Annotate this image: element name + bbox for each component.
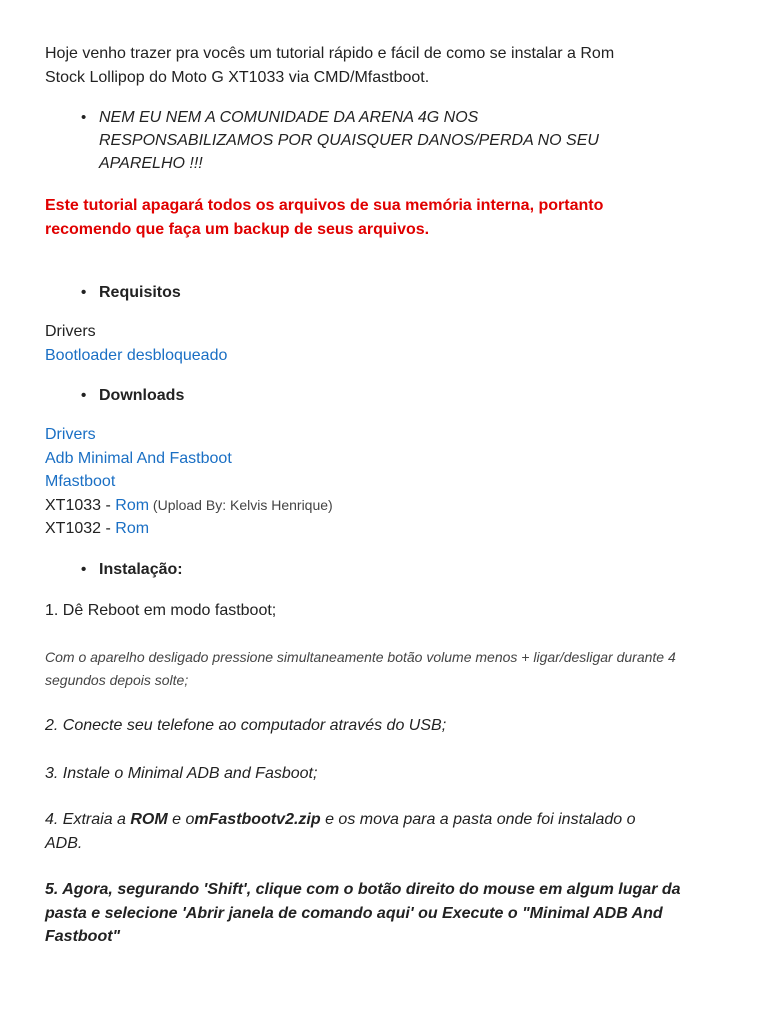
note-line-1: Com o aparelho desligado pressione simultaneamente botão volume menos + ligar/desligar durante 4 — [45, 649, 676, 665]
mfastboot-link[interactable]: Mfastboot — [45, 473, 116, 490]
step-4-text-c: e os mova para a pasta onde foi instalado o — [320, 811, 636, 828]
step-4 — [45, 808, 725, 855]
downloads-heading-list — [45, 384, 184, 407]
bullet-icon: • — [81, 387, 87, 404]
step-2: 2. Conecte seu telefone ao computador através do USB; — [45, 717, 447, 734]
downloads-heading: Downloads — [99, 387, 185, 404]
instalacao-heading-list — [45, 558, 183, 581]
adb-minimal-link[interactable]: Adb Minimal And Fastboot — [45, 449, 232, 467]
note-line-2: segundos depois solte; — [45, 672, 189, 688]
step-5 — [45, 878, 725, 949]
step-4-text-b: e o — [167, 811, 195, 828]
step-1-note — [45, 646, 725, 692]
downloads-heading-item — [81, 384, 185, 407]
step-4-rom: ROM — [130, 811, 168, 828]
bootloader-link[interactable]: Bootloader desbloqueado — [45, 346, 228, 364]
step-4-zip: mFastbootv2.zip — [194, 811, 321, 828]
bullet-icon: • — [81, 109, 87, 126]
warning-line-1: NEM EU NEM A COMUNIDADE DA ARENA 4G NOS — [99, 109, 479, 126]
xt1032-label: XT1032 - — [45, 520, 116, 537]
red-notice — [45, 194, 725, 241]
xt1032-row — [45, 517, 725, 541]
red-notice-line-1: Este tutorial apagará todos os arquivos de sua memória interna, portanto — [45, 197, 604, 214]
xt1033-rom-link[interactable]: Rom — [115, 496, 150, 514]
xt1033-row — [45, 494, 725, 518]
step-5-line-3: Fastboot" — [45, 928, 121, 945]
red-notice-line-2: recomendo que faça um backup de seus arquivos. — [45, 220, 430, 238]
bullet-icon: • — [81, 561, 87, 578]
warning-list — [45, 106, 768, 175]
warning-line-2: RESPONSABILIZAMOS POR QUAISQUER DANOS/PERDA NO SEU — [99, 132, 599, 149]
upload-prefix: (Upload By: — [149, 496, 230, 513]
step-4-text-a: 4. Extraia a — [45, 811, 131, 828]
step-1: 1. Dê Reboot em modo fastboot; — [45, 602, 277, 619]
intro-line-1: Hoje venho trazer pra vocês um tutorial rápido e fácil de como se instalar a Rom — [45, 45, 615, 62]
requisitos-heading-item — [81, 281, 181, 304]
step-4-line-1 — [45, 808, 725, 832]
intro-line-2: Stock Lollipop do Moto G XT1033 via CMD/Mfastboot. — [45, 68, 430, 86]
step-3: 3. Instale o Minimal ADB and Fasboot; — [45, 765, 318, 782]
warning-line-3: APARELHO !!! — [99, 155, 203, 172]
warning-item — [81, 106, 768, 175]
step-5-line-1: 5. Agora, segurando 'Shift', clique com o botão direito do mouse em algum lugar da — [45, 881, 681, 898]
intro-paragraph — [45, 42, 725, 89]
instalacao-heading-item — [81, 558, 183, 581]
step-4-line-2: ADB. — [45, 834, 83, 852]
step-5-line-2: pasta e selecione 'Abrir janela de comando aqui' ou Execute o "Minimal ADB And — [45, 904, 663, 922]
xt1032-rom-link[interactable]: Rom — [115, 520, 150, 537]
upload-suffix: ) — [328, 496, 333, 513]
downloads-list — [45, 423, 725, 541]
bullet-icon: • — [81, 284, 87, 301]
requisitos-list — [45, 320, 725, 367]
drivers-link[interactable]: Drivers — [45, 426, 96, 443]
xt1033-label: XT1033 - — [45, 496, 116, 514]
requisitos-heading-list — [45, 281, 181, 304]
requisitos-heading: Requisitos — [99, 284, 181, 301]
instalacao-heading: Instalação: — [99, 561, 183, 578]
requisito-drivers: Drivers — [45, 323, 96, 340]
upload-author-link[interactable]: Kelvis Henrique — [229, 496, 329, 513]
